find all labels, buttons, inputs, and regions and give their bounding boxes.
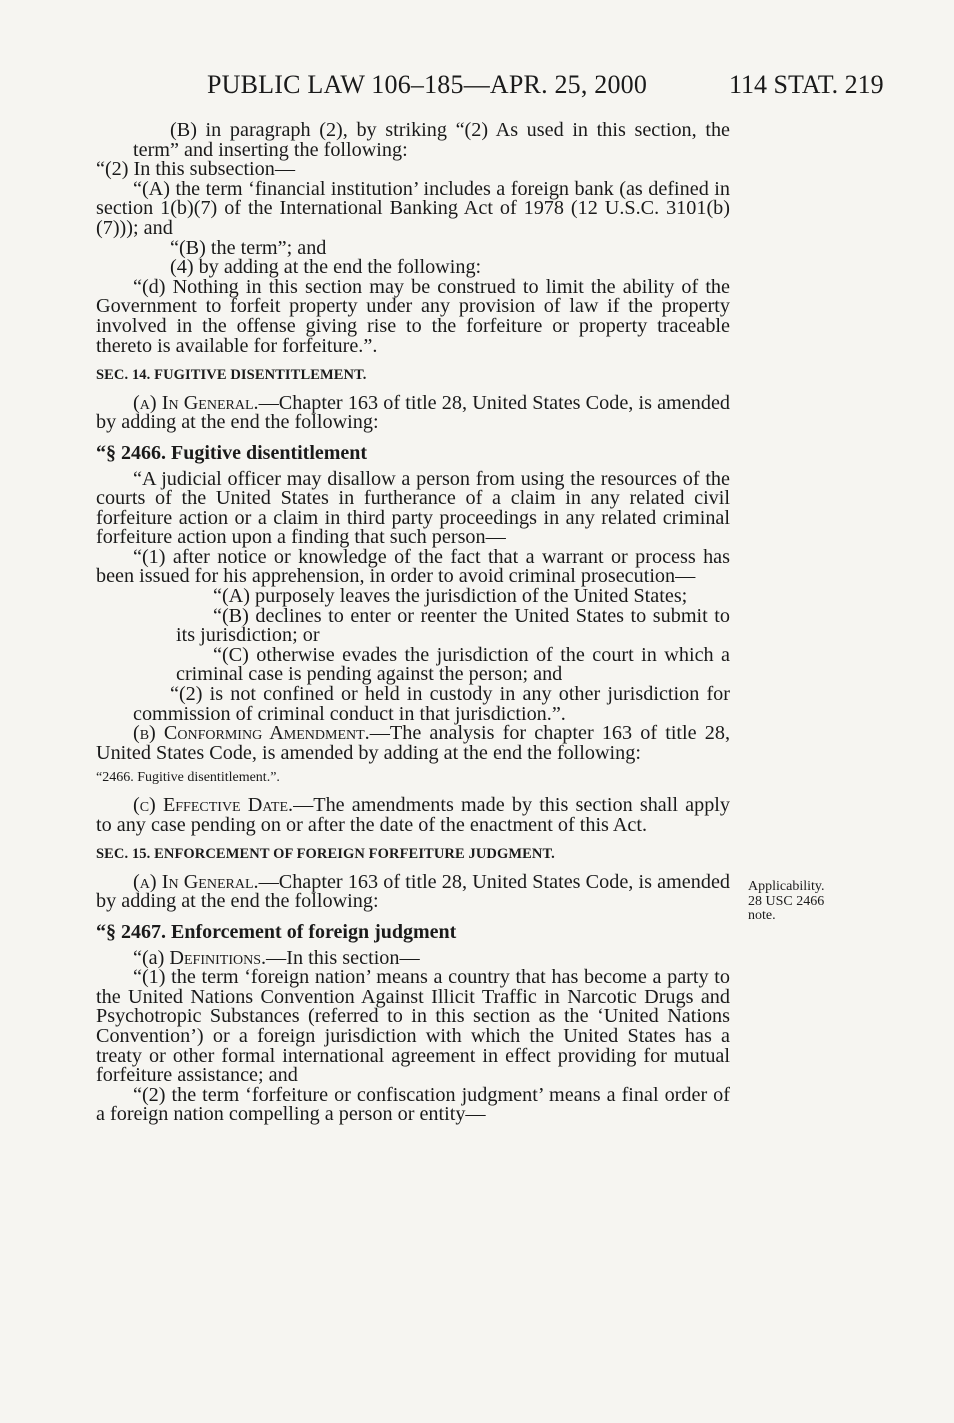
paragraph: (4) by adding at the end the following: [170, 256, 482, 279]
paragraph: (c) Effective Date.—The amendments made by this section shall apply to any case pending on or after the date of the enactment of this Act. [96, 794, 730, 836]
section-title: “§ 2466. Fugitive disentitlement [96, 441, 368, 464]
paragraph: “(B) declines to enter or reenter the United States to submit to its jurisdiction; or [176, 604, 730, 647]
paragraph: “(A) purposely leaves the jurisdiction of the United States; [213, 585, 688, 608]
subsection-label: (b) Conforming Amendment. [133, 722, 370, 745]
paragraph: “(1) the term ‘foreign nation’ means a country that has become a party to the United Nations Convention Against Illicit Traffic in Narcotic Drugs and Psychotropic Substances (referred to in this section as the ‘United Nations Convention’) or a foreign jurisdiction with which the United States has a treaty or other formal international agreement in effect providing for mutual forfeiture assistance; and [96, 966, 730, 1087]
margin-note: Applicability. 28 USC 2466 note. [748, 879, 825, 923]
paragraph: (a) In General.—Chapter 163 of title 28, United States Code, is amended by adding at the end the following: [96, 391, 730, 434]
paragraph: “(1) after notice or knowledge of the fact that a warrant or process has been issued for his apprehension, in order to avoid criminal prosecution— [96, 545, 730, 588]
paragraph: “(A) the term ‘financial institution’ includes a foreign bank (as defined in section 1(b)(7) of the International Banking Act of 1978 (12 U.S.C. 3101(b)(7))); and [96, 177, 730, 239]
subsection-label: (c) Effective Date. [133, 794, 294, 816]
paragraph: (B) in paragraph (2), by striking “(2) As used in this section, the term” and inserting the following: [133, 119, 730, 161]
section-heading: SEC. 15. ENFORCEMENT OF FOREIGN FORFEITURE JUDGMENT. [96, 846, 555, 863]
paragraph: “A judicial officer may disallow a person from using the resources of the courts of the United States in furtherance of a claim in any related civil forfeiture action or a claim in third party proceedings in any related criminal forfeiture action upon a finding that such person— [96, 467, 730, 549]
subsection-label: (a) In General. [133, 391, 259, 414]
running-header: PUBLIC LAW 106–185—APR. 25, 2000 [207, 70, 648, 99]
paragraph: “(a) Definitions.—In this section— [133, 946, 420, 969]
paragraph: “(2) is not confined or held in custody in any other jurisdiction for commission of criminal conduct in that jurisdiction.”. [133, 683, 730, 725]
section-heading: SEC. 14. FUGITIVE DISENTITLEMENT. [96, 367, 367, 384]
paragraph: (a) In General.—Chapter 163 of title 28, United States Code, is amended by adding at the end the following: [96, 870, 730, 913]
paragraph: “(2) the term ‘forfeiture or confiscation judgment’ means a final order of a foreign nation compelling a person or entity— [96, 1083, 730, 1126]
subsection-label: (a) In General. [133, 870, 259, 893]
section-title: “§ 2467. Enforcement of foreign judgment [96, 920, 457, 943]
paragraph: “(B) the term”; and [170, 236, 327, 259]
paragraph: (b) Conforming Amendment.—The analysis for chapter 163 of title 28, United States Code, is amended by adding at the end the following: [96, 722, 730, 764]
page-citation: 114 STAT. 219 [729, 70, 884, 99]
document-body [96, 121, 730, 1125]
paragraph: “(d) Nothing in this section may be construed to limit the ability of the Government to forfeit property under any provision of law if the property involved in the offense giving rise to the forfeiture or property traceable thereto is available for forfeiture.”. [96, 275, 730, 357]
paragraph: “(C) otherwise evades the jurisdiction of the court in which a criminal case is pending against the person; and [176, 643, 730, 686]
subsection-label: Definitions. [169, 946, 267, 969]
paragraph: “(2) In this subsection— [96, 158, 296, 181]
table-of-sections-entry: “2466. Fugitive disentitlement.”. [96, 770, 280, 786]
